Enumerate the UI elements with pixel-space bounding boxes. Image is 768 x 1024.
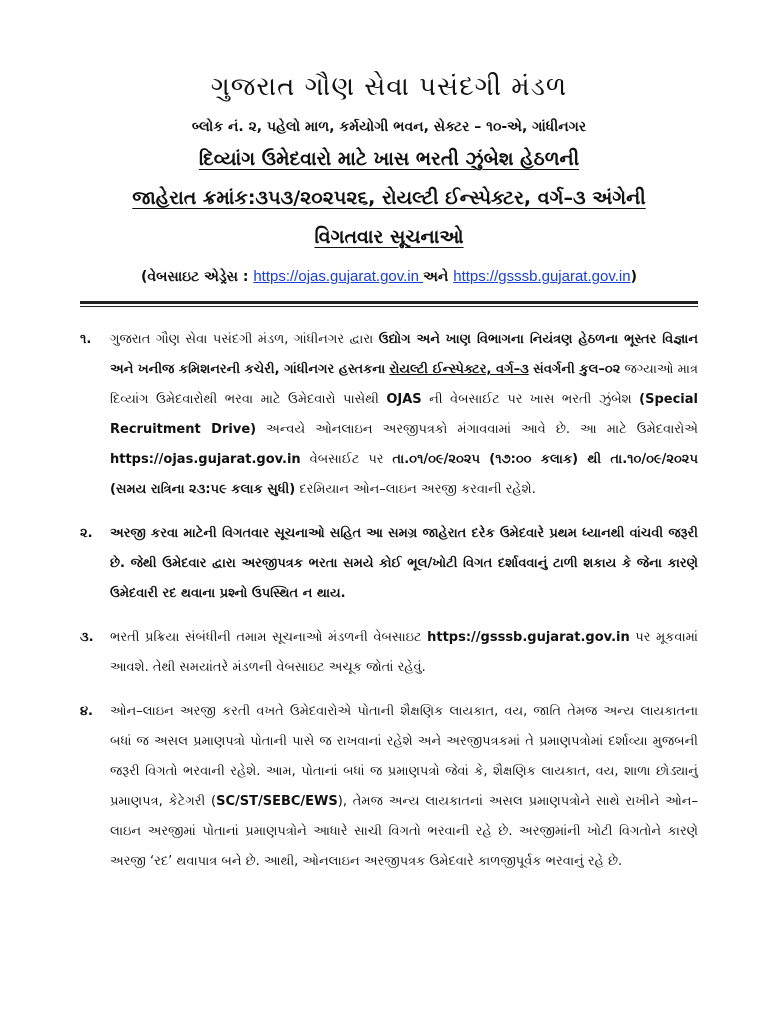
heading-line-2: જાહેરાત ક્રમાંક:૩૫૩/૨૦૨૫૨૬, રોયલ્ટી ઈન્સ્પેક્ટર, વર્ગ–૩ અંગેની [132,187,646,209]
gsssb-link[interactable]: https://gsssb.gujarat.gov.in [453,268,631,285]
instruction-4 [80,697,698,877]
instruction-text: ગુજરાત ગૌણ સેવા પસંદગી મંડળ, ગાંધીનગર દ્વારા ઉદ્યોગ અને ખાણ વિભાગના નિયંત્રણ હેઠળના ભૂસ્તર વિજ્ઞાન અને ખનીજ કમિશનરની કચેરી, ગાંધીનગર હસ્તકના રોયલ્ટી ઈન્સ્પેક્ટર, વર્ગ–૩ સંવર્ગની કુલ–૦૨ જગ્યાઓ માત્ર દિવ્યાંગ ઉમેદવારોથી ભરવા માટે ઉમેદવારો પાસેથી OJAS ની વેબસાઈટ પર ખાસ ભરતી ઝુંબેશ (Special Recruitment Drive) અન્વયે ઓનલાઇન અરજીપત્રકો મંગાવવામાં આવે છે. આ માટે ઉમેદવારોએ https://ojas.gujarat.gov.in વેબસાઈટ પર તા.૦૧/૦૯/૨૦૨૫ (૧૭:૦૦ કલાક) થી તા.૧૦/૦૯/૨૦૨૫ (સમય રાત્રિના ૨૩:૫૯ કલાક સુધી) દરમિયાન ઓન–લાઇન અરજી કરવાની રહેશે. [110,332,699,497]
website-suffix: ) [630,269,637,285]
instruction-number: ૨. [80,526,93,541]
website-address [80,268,698,285]
instruction-text: અરજી કરવા માટેની વિગતવાર સૂચનાઓ સહિત આ સમગ્ર જાહેરાત દરેક ઉમેદવારે પ્રથમ ધ્યાનથી વાંચવી જરૂરી છે. જેથી ઉમેદવાર દ્વારા અરજીપત્રક ભરતા સમયે કોઈ ભૂલ/ખોટી વિગત દર્શાવવાનું ટાળી શકાય કે જેના કારણે ઉમેદવારી રદ થવાના પ્રશ્નો ઉપસ્થિત ન થાય. [110,526,698,601]
instruction-2 [80,519,698,609]
heading-line-1: દિવ્યાંગ ઉમેદવારો માટે ખાસ ભરતી ઝુંબેશ હેઠળની [198,148,580,170]
instruction-number: ૩. [80,630,94,645]
divider-thick [80,301,698,304]
instruction-list [80,325,698,877]
divider-thin [80,306,698,307]
website-prefix: (વેબસાઇટ એડ્રેસ : [141,269,254,285]
instruction-number: ૪. [80,704,93,719]
instruction-1 [80,325,698,505]
org-title: ગુજરાત ગૌણ સેવા પસંદગી મંડળ [210,72,568,102]
office-address: બ્લોક નં. ૨, પહેલો માળ, કર્મયોગી ભવન, સેક્ટર – ૧૦-એ, ગાંધીનગર [191,119,587,135]
instruction-text: ઓન–લાઇન અરજી કરતી વખતે ઉમેદવારોએ પોતાની શૈક્ષણિક લાયકાત, વય, જાતિ તેમજ અન્ય લાયકાતના બધાં જ અસલ પ્રમાણપત્રો પોતાની પાસે જ રાખવાનાં રહેશે અને અરજીપત્રકમાં તે પ્રમાણપત્રોમાં દર્શાવ્યા મુજબની જરૂરી વિગતો ભરવાની રહેશે. આમ, પોતાનાં બધાં જ પ્રમાણપત્રો જેવાં કે, શૈક્ષણિક લાયકાત, વય, શાળા છોડ્યાનું પ્રમાણપત્ર, કેટેગરી (SC/ST/SEBC/EWS), તેમજ અન્ય લાયકાતનાં અસલ પ્રમાણપત્રોને સાથે રાખીને ઓન–લાઇન અરજીમાં પોતાનાં પ્રમાણપત્રોને આધારે સાચી વિગતો ભરવાની રહે છે. અરજીમાંની ખોટી વિગતોને કારણે અરજી ‘રદ’ થવાપાત્ર બને છે. આથી, ઓનલાઇન અરજીપત્રક ઉમેદવારે કાળજીપૂર્વક ભરવાનું રહે છે. [110,704,698,869]
instruction-number: ૧. [80,332,92,347]
ojas-link[interactable]: https://ojas.gujarat.gov.in [253,268,424,285]
website-and: અને [423,269,454,285]
instruction-3 [80,623,698,683]
instruction-text: ભરતી પ્રક્રિયા સંબંધીની તમામ સૂચનાઓ મંડળની વેબસાઇટ https://gsssb.gujarat.gov.in પર મૂકવામાં આવશે. તેથી સમયાંતરે મંડળની વેબસાઇટ અચૂક જોતાં રહેવું. [110,630,698,675]
heading-line-3: વિગતવાર સૂચનાઓ [314,226,464,248]
